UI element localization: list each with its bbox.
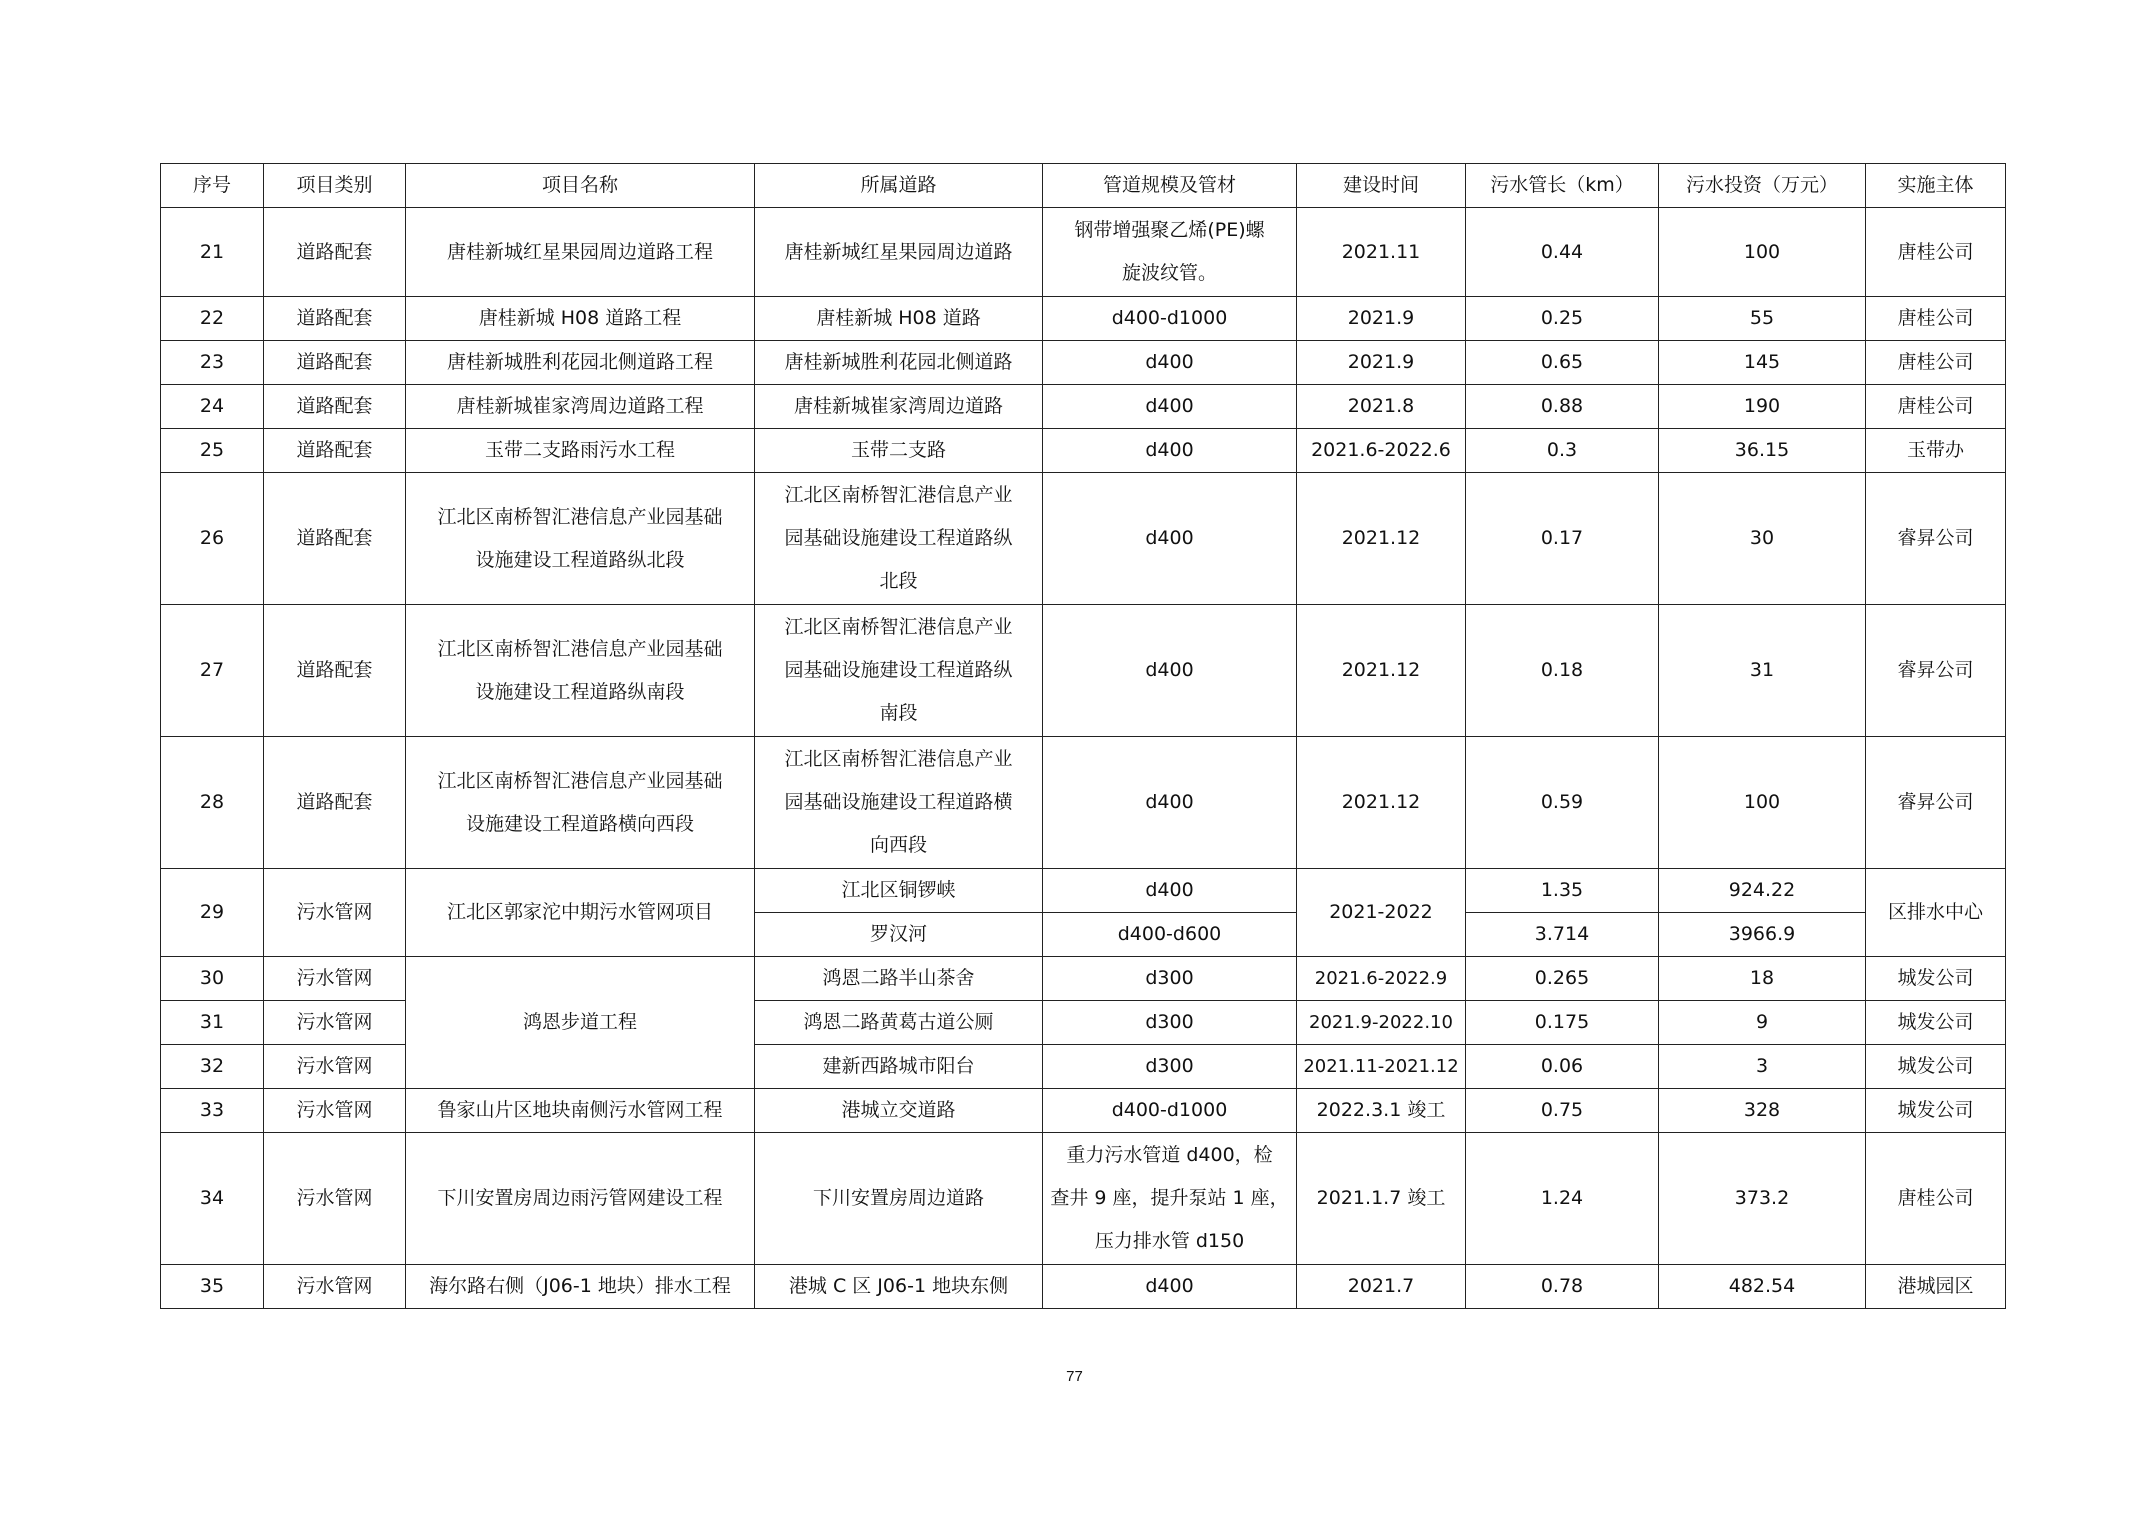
column-header: 所属道路 — [755, 164, 1043, 208]
investment: 18 — [1659, 957, 1866, 1001]
column-header: 污水投资（万元） — [1659, 164, 1866, 208]
project-category: 污水管网 — [264, 957, 406, 1001]
column-header: 管道规模及管材 — [1043, 164, 1297, 208]
road-name: 唐桂新城胜利花园北侧道路 — [755, 341, 1043, 385]
pipe-length: 0.59 — [1466, 737, 1659, 869]
row-number: 22 — [161, 297, 264, 341]
pipe-length: 1.35 — [1466, 869, 1659, 913]
pipe-length: 0.06 — [1466, 1045, 1659, 1089]
table-row — [161, 1265, 2006, 1309]
row-number: 32 — [161, 1045, 264, 1089]
implementing-org: 区排水中心 — [1866, 869, 2006, 957]
project-name: 海尔路右侧（J06-1 地块）排水工程 — [406, 1265, 755, 1309]
project-name: 江北区南桥智汇港信息产业园基础 设施建设工程道路纵北段 — [406, 473, 755, 605]
project-name: 唐桂新城胜利花园北侧道路工程 — [406, 341, 755, 385]
pipe-length: 0.75 — [1466, 1089, 1659, 1133]
pipe-spec: 钢带增强聚乙烯(PE)螺 旋波纹管。 — [1043, 208, 1297, 297]
implementing-org: 城发公司 — [1866, 1045, 2006, 1089]
table-row — [161, 1089, 2006, 1133]
investment: 30 — [1659, 473, 1866, 605]
project-name: 唐桂新城崔家湾周边道路工程 — [406, 385, 755, 429]
investment: 3 — [1659, 1045, 1866, 1089]
build-time: 2021.8 — [1297, 385, 1466, 429]
investment: 31 — [1659, 605, 1866, 737]
row-number: 27 — [161, 605, 264, 737]
row-number: 33 — [161, 1089, 264, 1133]
build-time: 2021.12 — [1297, 737, 1466, 869]
implementing-org: 睿昇公司 — [1866, 473, 2006, 605]
pipe-length: 0.25 — [1466, 297, 1659, 341]
pipe-spec: d400 — [1043, 429, 1297, 473]
project-name: 鲁家山片区地块南侧污水管网工程 — [406, 1089, 755, 1133]
implementing-org: 唐桂公司 — [1866, 297, 2006, 341]
pipe-length: 0.265 — [1466, 957, 1659, 1001]
pipe-length: 0.3 — [1466, 429, 1659, 473]
road-name: 建新西路城市阳台 — [755, 1045, 1043, 1089]
project-name: 唐桂新城 H08 道路工程 — [406, 297, 755, 341]
project-category: 道路配套 — [264, 208, 406, 297]
road-name: 江北区南桥智汇港信息产业 园基础设施建设工程道路纵 南段 — [755, 605, 1043, 737]
build-time: 2021.9 — [1297, 341, 1466, 385]
table-row — [161, 1133, 2006, 1265]
pipe-length: 3.714 — [1466, 913, 1659, 957]
investment: 100 — [1659, 208, 1866, 297]
project-name: 江北区郭家沱中期污水管网项目 — [406, 869, 755, 957]
investment: 9 — [1659, 1001, 1866, 1045]
pipe-length: 0.44 — [1466, 208, 1659, 297]
project-category: 道路配套 — [264, 341, 406, 385]
implementing-org: 唐桂公司 — [1866, 208, 2006, 297]
pipe-spec: d300 — [1043, 1045, 1297, 1089]
build-time: 2021.7 — [1297, 1265, 1466, 1309]
road-name: 唐桂新城崔家湾周边道路 — [755, 385, 1043, 429]
row-number: 26 — [161, 473, 264, 605]
investment: 100 — [1659, 737, 1866, 869]
implementing-org: 城发公司 — [1866, 1089, 2006, 1133]
road-name: 江北区南桥智汇港信息产业 园基础设施建设工程道路纵 北段 — [755, 473, 1043, 605]
table-row — [161, 429, 2006, 473]
row-number: 34 — [161, 1133, 264, 1265]
project-category: 污水管网 — [264, 869, 406, 957]
build-time: 2021.12 — [1297, 605, 1466, 737]
project-name: 鸿恩步道工程 — [406, 957, 755, 1089]
implementing-org: 城发公司 — [1866, 957, 2006, 1001]
build-time: 2021.1.7 竣工 — [1297, 1133, 1466, 1265]
road-name: 罗汉河 — [755, 913, 1043, 957]
project-name: 玉带二支路雨污水工程 — [406, 429, 755, 473]
pipe-length: 1.24 — [1466, 1133, 1659, 1265]
project-category: 道路配套 — [264, 385, 406, 429]
table-row — [161, 341, 2006, 385]
table-row — [161, 869, 2006, 913]
row-number: 30 — [161, 957, 264, 1001]
investment: 190 — [1659, 385, 1866, 429]
pipe-spec: d400 — [1043, 385, 1297, 429]
table-body — [161, 208, 2006, 1309]
investment: 36.15 — [1659, 429, 1866, 473]
table-row — [161, 957, 2006, 1001]
header-row — [161, 164, 2006, 208]
table-row — [161, 208, 2006, 297]
pipe-spec: d400 — [1043, 737, 1297, 869]
pipe-spec: d400 — [1043, 473, 1297, 605]
investment: 924.22 — [1659, 869, 1866, 913]
project-category: 道路配套 — [264, 473, 406, 605]
row-number: 23 — [161, 341, 264, 385]
road-name: 唐桂新城红星果园周边道路 — [755, 208, 1043, 297]
road-name: 鸿恩二路半山茶舍 — [755, 957, 1043, 1001]
project-category: 道路配套 — [264, 605, 406, 737]
column-header: 建设时间 — [1297, 164, 1466, 208]
column-header: 序号 — [161, 164, 264, 208]
project-table — [160, 163, 2006, 1309]
project-category: 污水管网 — [264, 1133, 406, 1265]
project-category: 污水管网 — [264, 1265, 406, 1309]
row-number: 31 — [161, 1001, 264, 1045]
build-time: 2021.6-2022.6 — [1297, 429, 1466, 473]
investment: 482.54 — [1659, 1265, 1866, 1309]
project-category: 道路配套 — [264, 297, 406, 341]
investment: 328 — [1659, 1089, 1866, 1133]
pipe-length: 0.18 — [1466, 605, 1659, 737]
implementing-org: 唐桂公司 — [1866, 1133, 2006, 1265]
table-row — [161, 737, 2006, 869]
project-category: 道路配套 — [264, 429, 406, 473]
project-name: 江北区南桥智汇港信息产业园基础 设施建设工程道路纵南段 — [406, 605, 755, 737]
project-category: 污水管网 — [264, 1045, 406, 1089]
pipe-spec: d400 — [1043, 1265, 1297, 1309]
project-category: 污水管网 — [264, 1089, 406, 1133]
pipe-length: 0.175 — [1466, 1001, 1659, 1045]
road-name: 港城 C 区 J06-1 地块东侧 — [755, 1265, 1043, 1309]
road-name: 江北区铜锣峡 — [755, 869, 1043, 913]
pipe-spec: d400-d600 — [1043, 913, 1297, 957]
pipe-length: 0.17 — [1466, 473, 1659, 605]
column-header: 项目类别 — [264, 164, 406, 208]
project-name: 下川安置房周边雨污管网建设工程 — [406, 1133, 755, 1265]
table-row — [161, 385, 2006, 429]
project-name: 江北区南桥智汇港信息产业园基础 设施建设工程道路横向西段 — [406, 737, 755, 869]
row-number: 24 — [161, 385, 264, 429]
pipe-length: 0.88 — [1466, 385, 1659, 429]
pipe-spec: d300 — [1043, 957, 1297, 1001]
page-number: 77 — [1066, 1368, 1083, 1385]
implementing-org: 唐桂公司 — [1866, 341, 2006, 385]
column-header: 项目名称 — [406, 164, 755, 208]
row-number: 35 — [161, 1265, 264, 1309]
road-name: 鸿恩二路黄葛古道公厕 — [755, 1001, 1043, 1045]
pipe-spec: d400-d1000 — [1043, 297, 1297, 341]
implementing-org: 睿昇公司 — [1866, 737, 2006, 869]
pipe-spec: d300 — [1043, 1001, 1297, 1045]
road-name: 玉带二支路 — [755, 429, 1043, 473]
road-name: 下川安置房周边道路 — [755, 1133, 1043, 1265]
row-number: 29 — [161, 869, 264, 957]
investment: 3966.9 — [1659, 913, 1866, 957]
road-name: 唐桂新城 H08 道路 — [755, 297, 1043, 341]
investment: 145 — [1659, 341, 1866, 385]
build-time: 2021.9 — [1297, 297, 1466, 341]
pipe-spec: 重力污水管道 d400，检 查井 9 座，提升泵站 1 座， 压力排水管 d150 — [1043, 1133, 1297, 1265]
column-header: 污水管长（km） — [1466, 164, 1659, 208]
implementing-org: 城发公司 — [1866, 1001, 2006, 1045]
build-time: 2021-2022 — [1297, 869, 1466, 957]
build-time: 2021.11-2021.12 — [1297, 1045, 1466, 1089]
table-row — [161, 605, 2006, 737]
pipe-spec: d400 — [1043, 341, 1297, 385]
build-time: 2022.3.1 竣工 — [1297, 1089, 1466, 1133]
table-row — [161, 473, 2006, 605]
build-time: 2021.9-2022.10 — [1297, 1001, 1466, 1045]
project-category: 污水管网 — [264, 1001, 406, 1045]
row-number: 28 — [161, 737, 264, 869]
project-category: 道路配套 — [264, 737, 406, 869]
implementing-org: 港城园区 — [1866, 1265, 2006, 1309]
pipe-length: 0.78 — [1466, 1265, 1659, 1309]
build-time: 2021.11 — [1297, 208, 1466, 297]
implementing-org: 唐桂公司 — [1866, 385, 2006, 429]
table-row — [161, 297, 2006, 341]
row-number: 25 — [161, 429, 264, 473]
pipe-spec: d400 — [1043, 605, 1297, 737]
pipe-spec: d400 — [1043, 869, 1297, 913]
column-header: 实施主体 — [1866, 164, 2006, 208]
pipe-length: 0.65 — [1466, 341, 1659, 385]
road-name: 江北区南桥智汇港信息产业 园基础设施建设工程道路横 向西段 — [755, 737, 1043, 869]
investment: 373.2 — [1659, 1133, 1866, 1265]
project-name: 唐桂新城红星果园周边道路工程 — [406, 208, 755, 297]
implementing-org: 睿昇公司 — [1866, 605, 2006, 737]
pipe-spec: d400-d1000 — [1043, 1089, 1297, 1133]
road-name: 港城立交道路 — [755, 1089, 1043, 1133]
implementing-org: 玉带办 — [1866, 429, 2006, 473]
build-time: 2021.6-2022.9 — [1297, 957, 1466, 1001]
build-time: 2021.12 — [1297, 473, 1466, 605]
investment: 55 — [1659, 297, 1866, 341]
row-number: 21 — [161, 208, 264, 297]
